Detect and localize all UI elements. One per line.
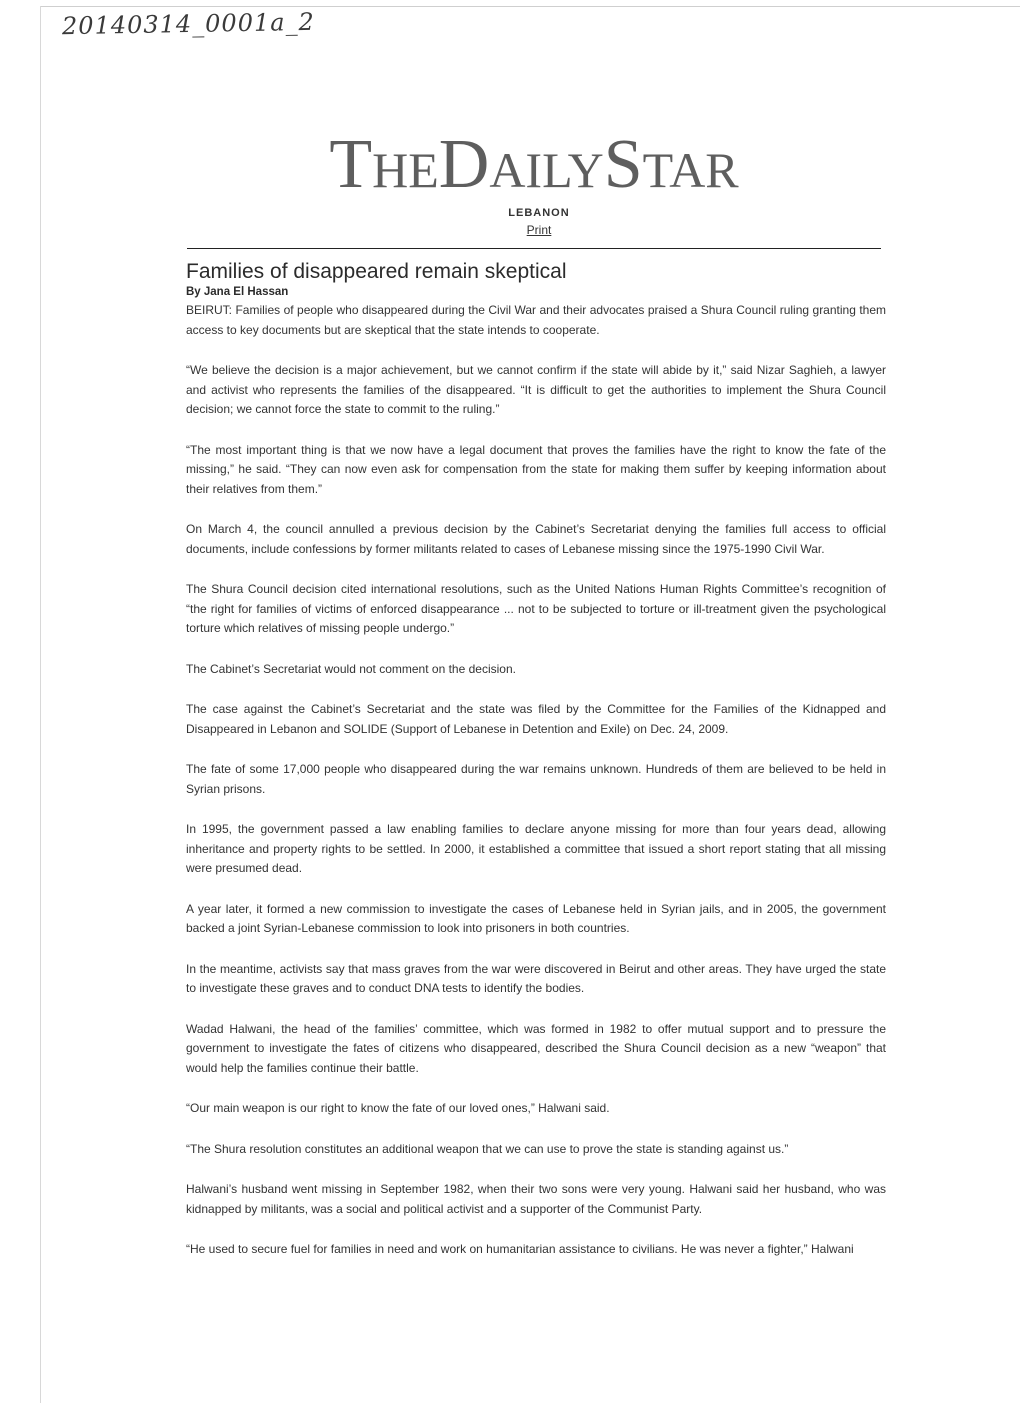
article-paragraph: In 1995, the government passed a law enabling families to declare anyone missing for more than four years dead, allowing inheritance and property rights to be settled. In 2000, it established a committee that issued a short report stating that all missing were presumed dead. <box>186 822 886 875</box>
article-paragraph: The Shura Council decision cited international resolutions, such as the United Nations Human Rights Committee’s recognition of “the right for families of victims of enforced disappearance ... not to be subjected to torture or ill-treatment given the psychological torture which relatives of missing people undergo.” <box>186 582 886 635</box>
scan-top-edge <box>40 6 1020 7</box>
article-paragraph: “We believe the decision is a major achievement, but we cannot confirm if the state will abide by it,” said Nizar Saghieh, a lawyer and activist who represents the families of the disappeared. “It is difficult to get the authorities to implement the Shura Council decision; we cannot force the state to commit to the ruling.” <box>186 363 886 416</box>
article <box>186 259 886 1260</box>
article-paragraph: A year later, it formed a new commission to investigate the cases of Lebanese held in Syrian jails, and in 2005, the government backed a joint Syrian-Lebanese commission to look into prisoners in both countries. <box>186 901 886 935</box>
article-paragraph: “He used to secure fuel for families in need and work on humanitarian assistance to civilians. He was never a fighter,” Halwani <box>186 1242 854 1256</box>
article-headline: Families of disappeared remain skeptical <box>186 260 567 283</box>
article-byline: By Jana El Hassan <box>186 286 289 298</box>
scan-left-edge <box>40 6 41 1403</box>
article-paragraph: In the meantime, activists say that mass graves from the war were discovered in Beirut and other areas. They have urged the state to investigate these graves and to conduct DNA tests to identify the bodies. <box>186 961 886 995</box>
article-paragraph: BEIRUT: Families of people who disappeared during the Civil War and their advocates praised a Shura Council ruling granting them access to key documents but are skeptical that the state intends to cooperate. <box>186 303 886 337</box>
edition-label: LEBANON <box>508 207 570 219</box>
newspaper-logo: THEDAILYSTAR <box>329 126 739 203</box>
article-paragraph: “Our main weapon is our right to know the fate of our loved ones,” Halwani said. <box>186 1101 610 1115</box>
article-paragraph: Wadad Halwani, the head of the families’ committee, which was formed in 1982 to offer mutual support and to pressure the government to investigate the fates of citizens who disappeared, described the Shura Council decision as a new “weapon” that would help the families continue their battle. <box>186 1021 886 1075</box>
article-paragraph: “The Shura resolution constitutes an additional weapon that we can use to prove the state is standing against us.” <box>186 1141 789 1156</box>
masthead <box>264 126 804 239</box>
article-paragraph: Halwani’s husband went missing in September 1982, when their two sons were very young. Halwani said her husband, who was kidnapped by militants, was a social and political activist and a supporter of the Communist Party. <box>186 1182 886 1216</box>
article-paragraph: “The most important thing is that we now have a legal document that proves the families have the right to know the fate of the missing,” he said. “They can now even ask for compensation from the state for making them suffer by keeping information about their relatives from them.” <box>186 442 886 496</box>
header-divider <box>187 248 881 249</box>
handwritten-document-id: 20140314_0001a_2 <box>61 7 316 41</box>
article-paragraph: On March 4, the council annulled a previous decision by the Cabinet’s Secretariat denying the families full access to official documents, include confessions by former militants related to cases of Lebanese missing since the 1975-1990 Civil War. <box>186 522 886 556</box>
article-paragraph: The fate of some 17,000 people who disappeared during the war remains unknown. Hundreds of them are believed to be held in Syrian prisons. <box>186 762 886 796</box>
article-paragraph: The Cabinet’s Secretariat would not comment on the decision. <box>186 661 516 676</box>
print-link[interactable]: Print <box>526 223 552 237</box>
article-body <box>186 301 886 1260</box>
article-paragraph: The case against the Cabinet’s Secretariat and the state was filed by the Committee for the Families of the Kidnapped and Disappeared in Lebanon and SOLIDE (Support of Lebanese in Detention and Exile) on Dec. 24, 2009. <box>186 702 886 736</box>
